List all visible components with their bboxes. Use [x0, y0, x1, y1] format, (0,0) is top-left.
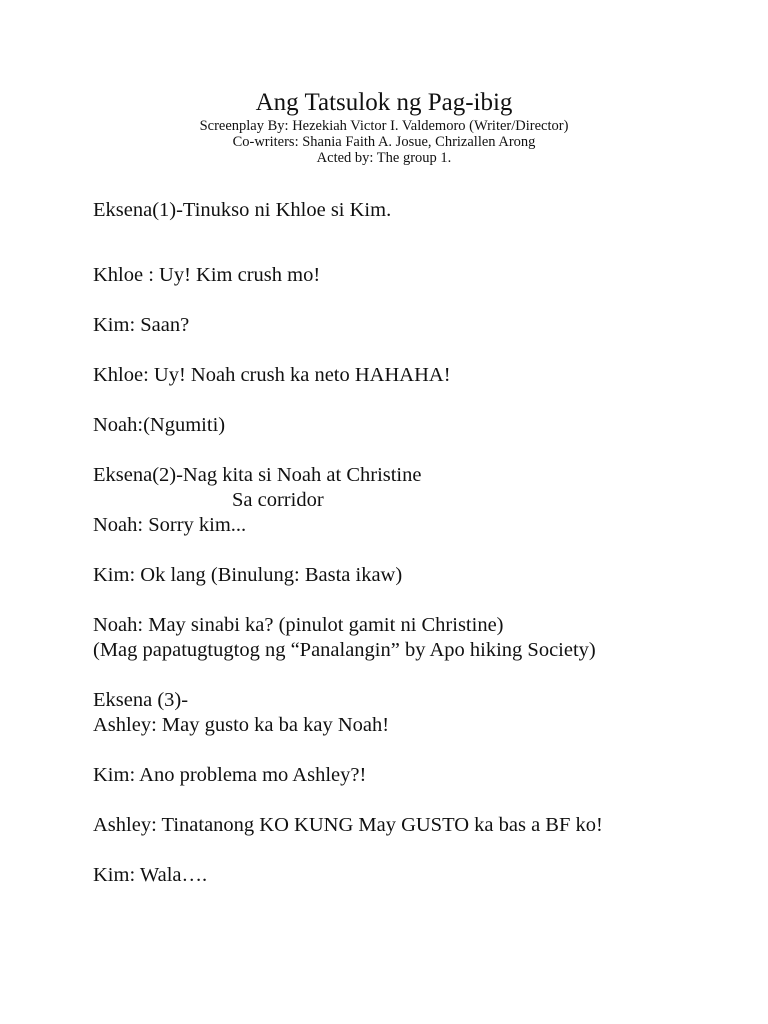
document-title: Ang Tatsulok ng Pag-ibig	[255, 89, 513, 116]
dialogue-line: Noah: May sinabi ka? (pinulot gamit ni Christine)	[93, 614, 504, 636]
document-header	[0, 88, 768, 166]
dialogue-line: Noah: Sorry kim...	[93, 514, 247, 536]
scene-3-heading: Eksena (3)-	[93, 689, 189, 711]
spacer	[93, 788, 733, 813]
dialogue-line: Kim: Wala….	[93, 864, 208, 886]
spacer	[93, 438, 733, 463]
dialogue-line: Khloe : Uy! Kim crush mo!	[93, 264, 321, 286]
dialogue-line: Khloe: Uy! Noah crush ka neto HAHAHA!	[93, 364, 451, 386]
dialogue-line: Kim: Saan?	[93, 314, 190, 336]
scene-2-heading-continuation: Sa corridor	[232, 489, 324, 511]
dialogue-line: Kim: Ano problema mo Ashley?!	[93, 764, 367, 786]
scene-2-heading: Eksena(2)-Nag kita si Noah at Christine	[93, 464, 422, 486]
spacer	[93, 838, 733, 863]
script-body	[93, 198, 733, 888]
spacer	[93, 338, 733, 363]
spacer	[93, 663, 733, 688]
stage-direction: (Mag papatugtugtog ng “Panalangin” by Apo hiking Society)	[93, 639, 596, 661]
dialogue-line: Ashley: May gusto ka ba kay Noah!	[93, 714, 390, 736]
scene-1-heading: Eksena(1)-Tinukso ni Khloe si Kim.	[93, 199, 392, 221]
dialogue-line: Noah:(Ngumiti)	[93, 414, 226, 436]
co-writers-credit: Co-writers: Shania Faith A. Josue, Chrizallen Arong	[232, 134, 536, 150]
spacer	[93, 738, 733, 763]
spacer	[93, 288, 733, 313]
spacer	[93, 223, 733, 263]
spacer	[93, 538, 733, 563]
spacer	[93, 388, 733, 413]
screenplay-credit: Screenplay By: Hezekiah Victor I. Valdemoro (Writer/Director)	[199, 118, 569, 134]
acted-by-credit: Acted by: The group 1.	[316, 150, 452, 166]
spacer	[93, 588, 733, 613]
dialogue-line: Kim: Ok lang (Binulung: Basta ikaw)	[93, 564, 403, 586]
dialogue-line: Ashley: Tinatanong KO KUNG May GUSTO ka bas a BF ko!	[93, 814, 603, 836]
